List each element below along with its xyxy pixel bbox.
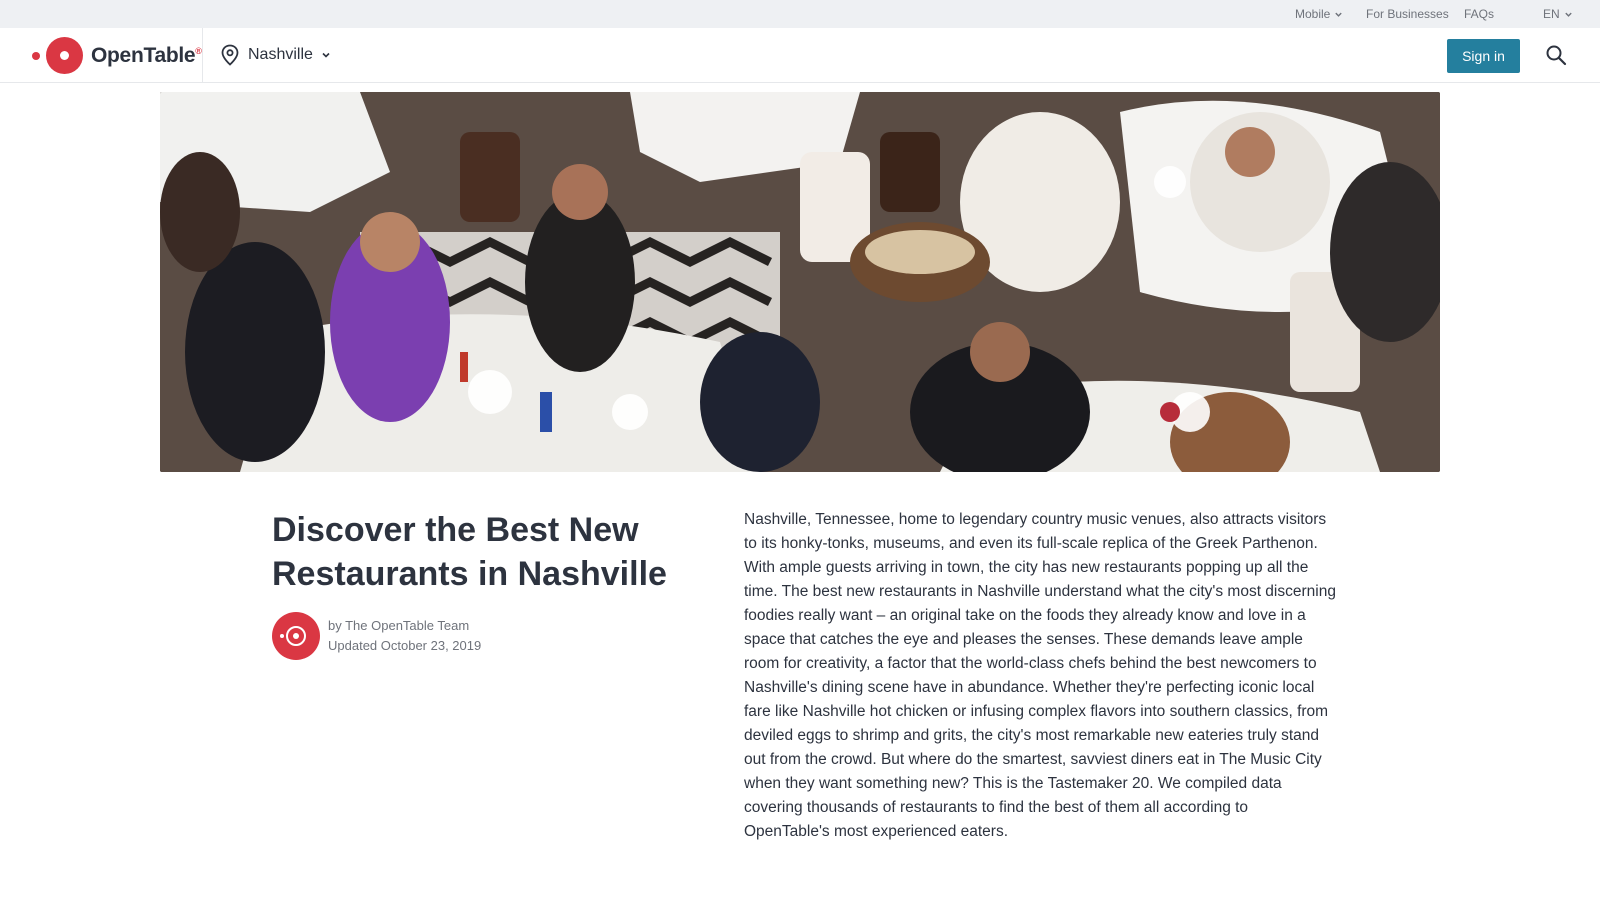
logo-circle xyxy=(46,37,83,74)
avatar-dot xyxy=(280,634,284,638)
article-title: Discover the Best New Restaurants in Nashville xyxy=(272,511,667,593)
language-selector[interactable] xyxy=(1543,7,1573,21)
language-label: EN xyxy=(1543,7,1560,21)
location-pin-icon xyxy=(220,44,240,66)
for-businesses-link[interactable] xyxy=(1366,7,1449,21)
avatar-center xyxy=(293,633,299,639)
chevron-down-icon xyxy=(1334,10,1343,19)
signin-button[interactable]: Sign in xyxy=(1447,39,1520,73)
faqs-link[interactable] xyxy=(1464,7,1494,21)
site-header xyxy=(0,28,1600,83)
brand-name: OpenTable xyxy=(91,43,196,67)
search-icon[interactable] xyxy=(1545,44,1567,66)
updated-date: Updated October 23, 2019 xyxy=(328,638,482,653)
hero-image xyxy=(160,92,1440,472)
header-divider xyxy=(202,28,203,82)
faqs-label: FAQs xyxy=(1464,7,1495,21)
mobile-label: Mobile xyxy=(1295,7,1331,21)
location-label: Nashville xyxy=(248,46,313,63)
mobile-menu[interactable] xyxy=(1295,7,1343,21)
chevron-down-icon xyxy=(321,50,331,60)
opentable-logo[interactable] xyxy=(32,37,202,74)
author-avatar xyxy=(272,612,320,660)
author-byline: by The OpenTable Team xyxy=(328,618,470,633)
author-meta xyxy=(328,616,481,656)
author-block xyxy=(272,612,481,660)
logo-dot xyxy=(32,52,40,60)
chevron-down-icon xyxy=(1564,10,1573,19)
restaurant-dining-photo xyxy=(160,92,1440,472)
article-intro: Nashville, Tennessee, home to legendary country music venues, also attracts visitors to its honky-tonks, museums, and even its full-scale replica of the Greek Parthenon. With ample guests arriving in town, the city has new restaurants popping up all the time. The best new restaurants in Nashville understand what the city's most discerning foodies really want – an original take on the foods they already know and love in a space that catches the eye and pleases the senses. These demands leave ample room for creativity, a factor that the world-class chefs behind the best newcomers to Nashville's dining scene have in abundance. Whether they're perfecting iconic local fare like Nashville hot chicken or infusing complex flavors into southern classics, from deviled eggs to shrimp and grits, the city's most remarkable new eateries truly stand out from the crowd. But where do the smartest, savviest diners eat in The Music City when they want something new? This is the Tastemaker 20. We compiled data covering thousands of restaurants to find the best of them all according to OpenTable's most experienced eaters. xyxy=(744,511,1336,840)
logo-text xyxy=(91,44,202,68)
for-businesses-label: For Businesses xyxy=(1366,7,1449,21)
location-selector[interactable] xyxy=(220,44,331,66)
utility-bar xyxy=(0,0,1600,28)
brand-mark: ® xyxy=(195,45,202,56)
